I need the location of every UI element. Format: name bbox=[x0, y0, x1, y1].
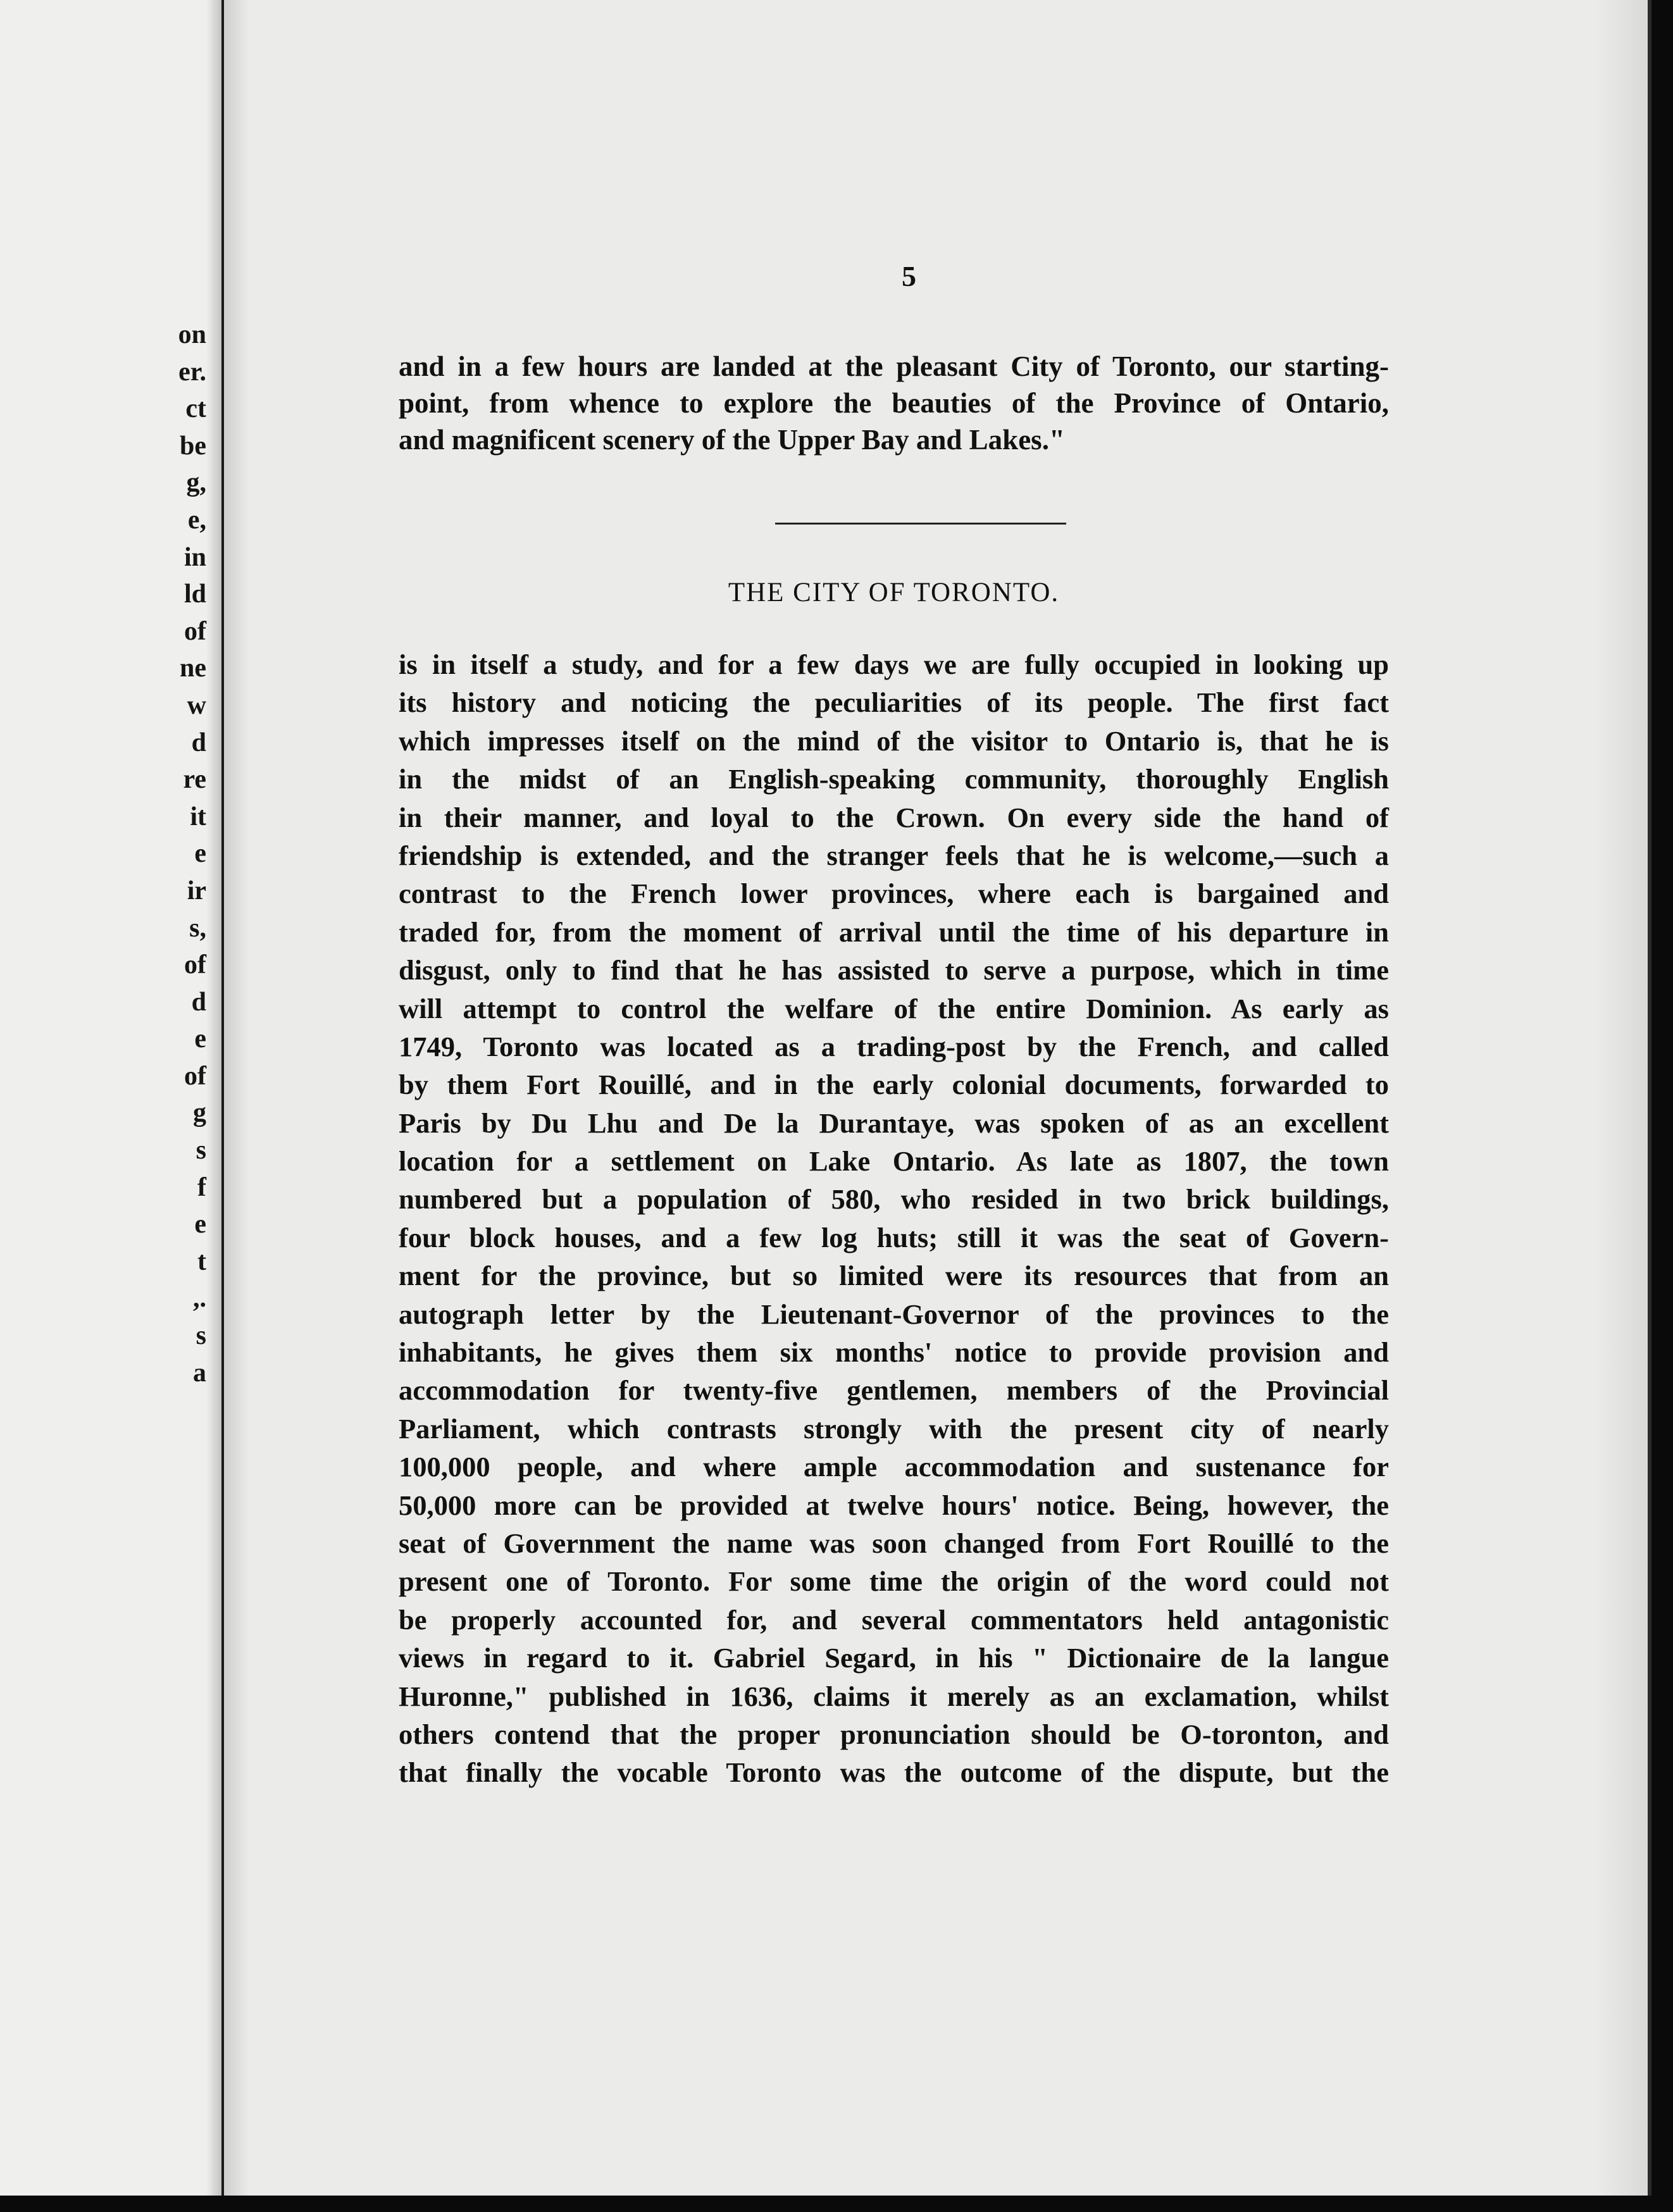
page-number: 5 bbox=[902, 260, 916, 292]
body-line: which impresses itself on the mind of the visitor to Ontario is, that he is bbox=[399, 724, 1389, 757]
body-line: present one of Toronto. For some time the origin of the word could not bbox=[399, 1565, 1389, 1598]
body-line: friendship is extended, and the stranger feels that he is welcome,—such a bbox=[399, 839, 1389, 871]
left-page-fragment: er. bbox=[178, 357, 206, 387]
body-paragraph bbox=[399, 645, 1389, 1792]
gutter-shade bbox=[224, 0, 249, 2196]
body-line: disgust, only to find that he has assisted to serve a purpose, which in time bbox=[399, 954, 1389, 986]
left-page-text-fragments bbox=[130, 316, 206, 1391]
intro-paragraph bbox=[399, 348, 1389, 458]
page-edge-shade bbox=[1597, 0, 1648, 2196]
left-page-fragment: of bbox=[184, 616, 206, 646]
left-page-fragment: a bbox=[193, 1358, 206, 1388]
left-page-fragment: e, bbox=[187, 505, 206, 535]
gutter-shadow bbox=[206, 0, 221, 2212]
body-line: will attempt to control the welfare of the entire Dominion. As early as bbox=[399, 992, 1389, 1024]
body-line: that finally the vocable Toronto was the outcome of the dispute, but the bbox=[399, 1756, 1389, 1789]
body-line: by them Fort Rouillé, and in the early colonial documents, forwarded to bbox=[399, 1069, 1389, 1101]
left-page-fragment: be bbox=[180, 431, 206, 461]
left-page-fragment: d bbox=[191, 987, 206, 1017]
left-page-fragment: it bbox=[190, 802, 206, 831]
body-line: contrast to the French lower provinces, where each is bargained and bbox=[399, 878, 1389, 910]
left-page-fragment: in bbox=[183, 542, 206, 572]
body-line: traded for, from the moment of arrival until the time of his departure in bbox=[399, 916, 1389, 948]
body-line: ment for the province, but so limited were its resources that from an bbox=[399, 1260, 1389, 1292]
body-line: accommodation for twenty-five gentlemen, members of the Provincial bbox=[399, 1374, 1389, 1407]
body-line: is in itself a study, and for a few days we are fully occupied in looking up bbox=[399, 649, 1389, 680]
left-page-fragment: ir bbox=[187, 876, 206, 905]
body-line: 50,000 more can be provided at twelve hours' notice. Being, however, the bbox=[399, 1489, 1389, 1521]
body-line: seat of Government the name was soon changed from Fort Rouillé to the bbox=[399, 1527, 1389, 1559]
left-page-fragment: s, bbox=[189, 913, 206, 943]
left-page-fragment: g, bbox=[186, 468, 206, 498]
body-line: be properly accounted for, and several commentators held antagonistic bbox=[399, 1603, 1389, 1636]
body-line: autograph letter by the Lieutenant-Governor of the provinces to the bbox=[399, 1298, 1389, 1330]
left-page-fragment: e bbox=[194, 839, 206, 869]
intro-line: and in a few hours are landed at the pleasant City of Toronto, our starting- bbox=[399, 351, 1389, 382]
left-page-fragment: t bbox=[197, 1246, 206, 1276]
section-divider-rule bbox=[775, 523, 1066, 525]
body-line: its history and noticing the peculiarities of its people. The first fact bbox=[399, 687, 1389, 719]
left-page-fragment: s bbox=[196, 1321, 206, 1351]
left-page-fragment: w bbox=[187, 690, 206, 720]
body-line: Paris by Du Lhu and De la Durantaye, was spoken of as an excellent bbox=[399, 1107, 1389, 1139]
left-page-fragment: ,. bbox=[193, 1284, 206, 1314]
section-heading: THE CITY OF TORONTO. bbox=[728, 578, 1060, 607]
body-line: Huronne," published in 1636, claims it merely as an exclamation, whilst bbox=[399, 1680, 1389, 1712]
left-page-fragment: ne bbox=[180, 654, 206, 683]
left-page-fragment: of bbox=[184, 950, 206, 980]
left-page-fragment: on bbox=[178, 320, 206, 349]
left-page-fragment: g bbox=[193, 1098, 206, 1128]
body-line: 100,000 people, and where ample accommodation and sustenance for bbox=[399, 1451, 1389, 1483]
intro-line: and magnificent scenery of the Upper Bay and Lakes." bbox=[399, 424, 1065, 456]
body-line: others contend that the proper pronunciation should be O-toronton, and bbox=[399, 1718, 1389, 1750]
left-page-fragment: ct bbox=[185, 394, 206, 424]
body-line: views in regard to it. Gabriel Segard, in his " Dictionaire de la langue bbox=[399, 1642, 1389, 1674]
body-line: location for a settlement on Lake Ontario. As late as 1807, the town bbox=[399, 1145, 1389, 1177]
left-page-fragment: of bbox=[184, 1061, 206, 1091]
body-line: in the midst of an English-speaking community, thoroughly English bbox=[399, 763, 1389, 795]
left-page-fragment: e bbox=[194, 1210, 206, 1240]
left-page-fragment: re bbox=[183, 765, 206, 795]
left-page-fragment: e bbox=[194, 1024, 206, 1054]
left-page-fragment: s bbox=[196, 1136, 206, 1165]
scan-bottom-border bbox=[0, 2196, 1673, 2212]
body-line: in their manner, and loyal to the Crown. On every side the hand of bbox=[399, 801, 1389, 833]
body-line: numbered but a population of 580, who resided in two brick buildings, bbox=[399, 1183, 1389, 1215]
body-line: 1749, Toronto was located as a trading-post by the French, and called bbox=[399, 1030, 1389, 1062]
body-line: four block houses, and a few log huts; still it was the seat of Govern- bbox=[399, 1221, 1389, 1253]
left-facing-page bbox=[0, 0, 224, 2212]
body-line: Parliament, which contrasts strongly with the present city of nearly bbox=[399, 1412, 1389, 1445]
left-page-fragment: d bbox=[191, 728, 206, 757]
intro-line: point, from whence to explore the beauties of the Province of Ontario, bbox=[399, 387, 1389, 419]
body-line: inhabitants, he gives them six months' notice to provide provision and bbox=[399, 1336, 1389, 1369]
left-page-fragment: f bbox=[197, 1172, 206, 1202]
left-page-fragment: ld bbox=[183, 580, 206, 609]
